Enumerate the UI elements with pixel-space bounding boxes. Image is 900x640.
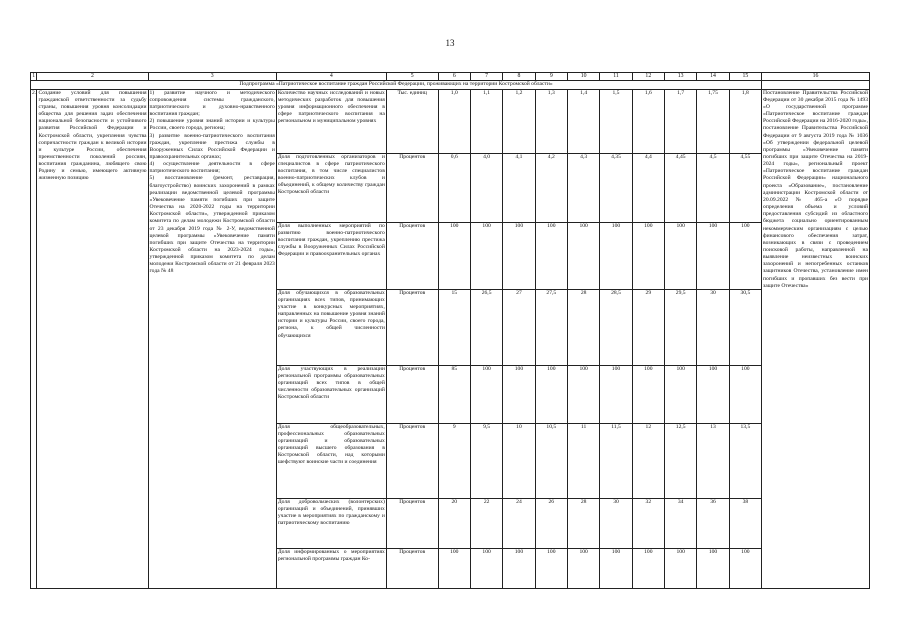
indicator-value: 100 <box>438 548 470 588</box>
goal-cell: Создание условий для повышения гражданской ответственности за судьбу страны, повышения уровня консолидации общества для решения задач обеспечения национальной безопасности и устойчивого развития Российской Федерации и Костромской области, укрепления чувства сопричастности граждан к великой истории и культуре России, обеспечения преемственности поколений россиян, воспитания гражданина, любящего свою Родину и семью, имеющего активную жизненную позицию <box>37 89 148 588</box>
indicator-name: Доля участвующих в реализации региональной программы образовательных организаций всех типов в общей численности образовательных организаций Костромской области <box>276 365 386 423</box>
indicator-value: 100 <box>600 365 632 423</box>
indicator-value: 100 <box>567 365 599 423</box>
indicator-name: Количество научных исследований и новых методических разработок для повышения уровня информационного обеспечения в сфере патриотического воспитания на региональном и муниципальном уровнях <box>276 89 386 153</box>
indicator-value: 100 <box>632 548 664 588</box>
indicator-value: 34 <box>665 498 697 548</box>
documents-cell: Постановление Правительства Российской Федерации от 30 декабря 2015 года № 1493 «О государственной программе «Патриотическое воспитание граждан Российской Федерации на 2016-2020 годы», постановление Правительства Российской Федерации от 9 августа 2019 года № 1036 «Об утверждении федеральной целевой программы «Увековечение памяти погибших при защите Отечества на 2019-2024 годы», региональный проект «Патриотическое воспитание граждан Российской Федерации» национального проекта «Образование», постановление администрации Костромской области от 20.09.2022 № 465-а «О порядке определения объема и условий предоставления субсидий из областного бюджета социально ориентированным некоммерческим организациям с целью финансового обеспечения затрат, возникающих в связи с проведением поисковой работы, направленной на выявление неизвестных воинских захоронений и непогребенных останков защитников Отечества, установление имен погибших и пропавших без вести при защите Отечества» <box>762 89 870 588</box>
indicator-value: 10,5 <box>535 423 567 498</box>
column-number-11: 11 <box>600 73 632 81</box>
column-number-10: 10 <box>567 73 599 81</box>
indicator-unit: Процентов <box>386 222 438 289</box>
indicator-value: 0,6 <box>438 153 470 222</box>
indicator-value: 4,5 <box>697 153 729 222</box>
indicator-value: 1,75 <box>697 89 729 153</box>
indicator-value: 4,1 <box>503 153 535 222</box>
indicator-value: 100 <box>697 365 729 423</box>
indicator-row <box>31 89 870 153</box>
indicator-value: 100 <box>503 548 535 588</box>
indicator-value: 28,5 <box>600 289 632 365</box>
subprogram-title: Подпрограмма «Патриотическое воспитание граждан Российской Федерации, проживающих на территории Костромской области» <box>31 81 762 89</box>
indicator-value: 4,2 <box>535 153 567 222</box>
column-number-15: 15 <box>729 73 761 81</box>
indicator-value: 100 <box>535 548 567 588</box>
indicator-value: 100 <box>503 222 535 289</box>
row-number: 2. <box>31 89 37 588</box>
indicator-unit: Процентов <box>386 289 438 365</box>
indicator-value: 28 <box>567 498 599 548</box>
subprogram-row <box>31 81 870 89</box>
indicator-unit: Процентов <box>386 498 438 548</box>
indicator-value: 20 <box>438 498 470 548</box>
indicator-value: 26,5 <box>470 289 502 365</box>
indicator-value: 22 <box>470 498 502 548</box>
indicator-value: 100 <box>729 222 761 289</box>
indicator-value: 4,0 <box>470 153 502 222</box>
indicator-value: 1,0 <box>438 89 470 153</box>
indicator-value: 100 <box>665 365 697 423</box>
indicator-value: 29 <box>632 289 664 365</box>
indicator-value: 1,6 <box>632 89 664 153</box>
column-number-7: 7 <box>470 73 502 81</box>
indicator-value: 1,4 <box>567 89 599 153</box>
indicator-value: 100 <box>665 548 697 588</box>
indicator-value: 100 <box>697 548 729 588</box>
column-number-4: 4 <box>276 73 386 81</box>
indicator-name: Доля подготовленных организаторов и специалистов в сфере патриотического воспитания, в том числе специалистов военно-патриотических клубов и объединений, к общему количеству граждан Костромской области <box>276 153 386 222</box>
indicator-value: 4,35 <box>600 153 632 222</box>
indicator-value: 1,2 <box>503 89 535 153</box>
indicator-value: 27,5 <box>535 289 567 365</box>
indicator-value: 1,8 <box>729 89 761 153</box>
page-number: 13 <box>445 38 455 48</box>
indicator-value: 26 <box>535 498 567 548</box>
indicator-value: 30 <box>600 498 632 548</box>
indicator-value: 100 <box>665 222 697 289</box>
indicator-value: 12,5 <box>665 423 697 498</box>
indicator-value: 1,7 <box>665 89 697 153</box>
indicator-value: 100 <box>535 222 567 289</box>
indicator-value: 9 <box>438 423 470 498</box>
indicator-value: 24 <box>503 498 535 548</box>
indicator-value: 100 <box>632 365 664 423</box>
indicator-value: 100 <box>470 222 502 289</box>
indicator-value: 15 <box>438 289 470 365</box>
indicator-value: 100 <box>470 548 502 588</box>
indicator-value: 100 <box>697 222 729 289</box>
indicator-value: 11,5 <box>600 423 632 498</box>
indicator-value: 30,5 <box>729 289 761 365</box>
column-number-8: 8 <box>503 73 535 81</box>
column-number-5: 5 <box>386 73 438 81</box>
indicator-name: Доля добровольческих (волонтерских) организаций и объединений, принявших участие в мероприятиях по гражданскому и патриотическому воспитанию <box>276 498 386 548</box>
column-number-6: 6 <box>438 73 470 81</box>
indicator-value: 9,5 <box>470 423 502 498</box>
indicator-value: 100 <box>729 548 761 588</box>
indicator-value: 100 <box>600 548 632 588</box>
indicator-name: Доля обучающихся в образовательных организациях всех типов, принимающих участие в конкурсных мероприятиях, направленных на повышение уровня знаний истории и культуры России, своего города, региона, к общей численности обучающихся <box>276 289 386 365</box>
indicator-unit: Процентов <box>386 548 438 588</box>
header-row <box>31 73 870 81</box>
column-number-1: 1 <box>32 73 36 79</box>
indicator-value: 1,5 <box>600 89 632 153</box>
tasks-cell: 1) развитие научного и методического сопровождения системы гражданского, патриотического и духовно-нравственного воспитания граждан; 2) повышение уровня знаний истории и культуры России, своего города, региона; 3) развитие военно-патриотического воспитания граждан, укрепление престижа службы в Вооруженных Силах Российской Федерации и правоохранительных органах; 4) осуществление деятельности в сфере патриотического воспитания; 5) восстановление (ремонт, реставрация, благоустройство) воинских захоронений в рамках реализации ведомственной целевой программы «Увековечение памяти погибших при защите Отечества на 2020-2022 годы на территории Костромской области», утвержденной приказом комитета по делам молодежи Костромской области от 23 декабря 2019 года № 2-У, ведомственной целевой программы «Увековечение памяти погибших при защите Отечества на территории Костромской области на 2023-2024 годы», утвержденной приказом комитета по делам молодежи Костромской области от 21 февраля 2023 года № 48 <box>148 89 276 588</box>
indicator-value: 4,55 <box>729 153 761 222</box>
indicator-value: 1,3 <box>535 89 567 153</box>
indicator-value: 13 <box>697 423 729 498</box>
indicator-value: 36 <box>697 498 729 548</box>
indicator-value: 100 <box>535 365 567 423</box>
column-number-2: 2 <box>37 73 148 81</box>
program-indicators-table <box>30 72 870 589</box>
column-number-13: 13 <box>665 73 697 81</box>
indicator-value: 29,5 <box>665 289 697 365</box>
indicator-value: 11 <box>567 423 599 498</box>
indicator-value: 100 <box>632 222 664 289</box>
indicator-value: 4,4 <box>632 153 664 222</box>
indicator-value: 100 <box>600 222 632 289</box>
indicator-value: 100 <box>438 222 470 289</box>
indicator-name: Доля общеобразовательных, профессиональных образовательных организаций и образовательных организаций высшего образования в Костромской области, над которыми шефствуют воинские части и соединения <box>276 423 386 498</box>
indicator-value: 12 <box>632 423 664 498</box>
indicator-unit: Процентов <box>386 365 438 423</box>
indicator-value: 4,45 <box>665 153 697 222</box>
column-number-12: 12 <box>632 73 664 81</box>
column-number-16: 16 <box>762 73 870 81</box>
indicator-unit: Процентов <box>386 153 438 222</box>
column-number-9: 9 <box>535 73 567 81</box>
indicator-value: 100 <box>567 222 599 289</box>
indicator-value: 32 <box>632 498 664 548</box>
indicator-value: 38 <box>729 498 761 548</box>
indicator-value: 100 <box>470 365 502 423</box>
subprogram-empty-cell <box>762 81 870 89</box>
column-number-14: 14 <box>697 73 729 81</box>
indicator-value: 85 <box>438 365 470 423</box>
indicator-value: 10 <box>503 423 535 498</box>
indicator-value: 4,3 <box>567 153 599 222</box>
column-number-3: 3 <box>148 73 276 81</box>
indicator-value: 30 <box>697 289 729 365</box>
indicator-name: Доля выполненных мероприятий по развитию военно-патриотического воспитания граждан, укреплению престижа службы в Вооруженных Силах Российской Федерации и правоохранительных органах <box>276 222 386 289</box>
indicator-value: 28 <box>567 289 599 365</box>
indicator-value: 1,1 <box>470 89 502 153</box>
indicator-value: 13,5 <box>729 423 761 498</box>
indicator-value: 27 <box>503 289 535 365</box>
indicator-name: Доля информированных о мероприятиях региональной программы граждан Ко- <box>276 548 386 588</box>
indicator-value: 100 <box>503 365 535 423</box>
indicator-value: 100 <box>729 365 761 423</box>
indicator-unit: Процентов <box>386 423 438 498</box>
indicator-value: 100 <box>567 548 599 588</box>
indicator-unit: Тыс. единиц <box>386 89 438 153</box>
